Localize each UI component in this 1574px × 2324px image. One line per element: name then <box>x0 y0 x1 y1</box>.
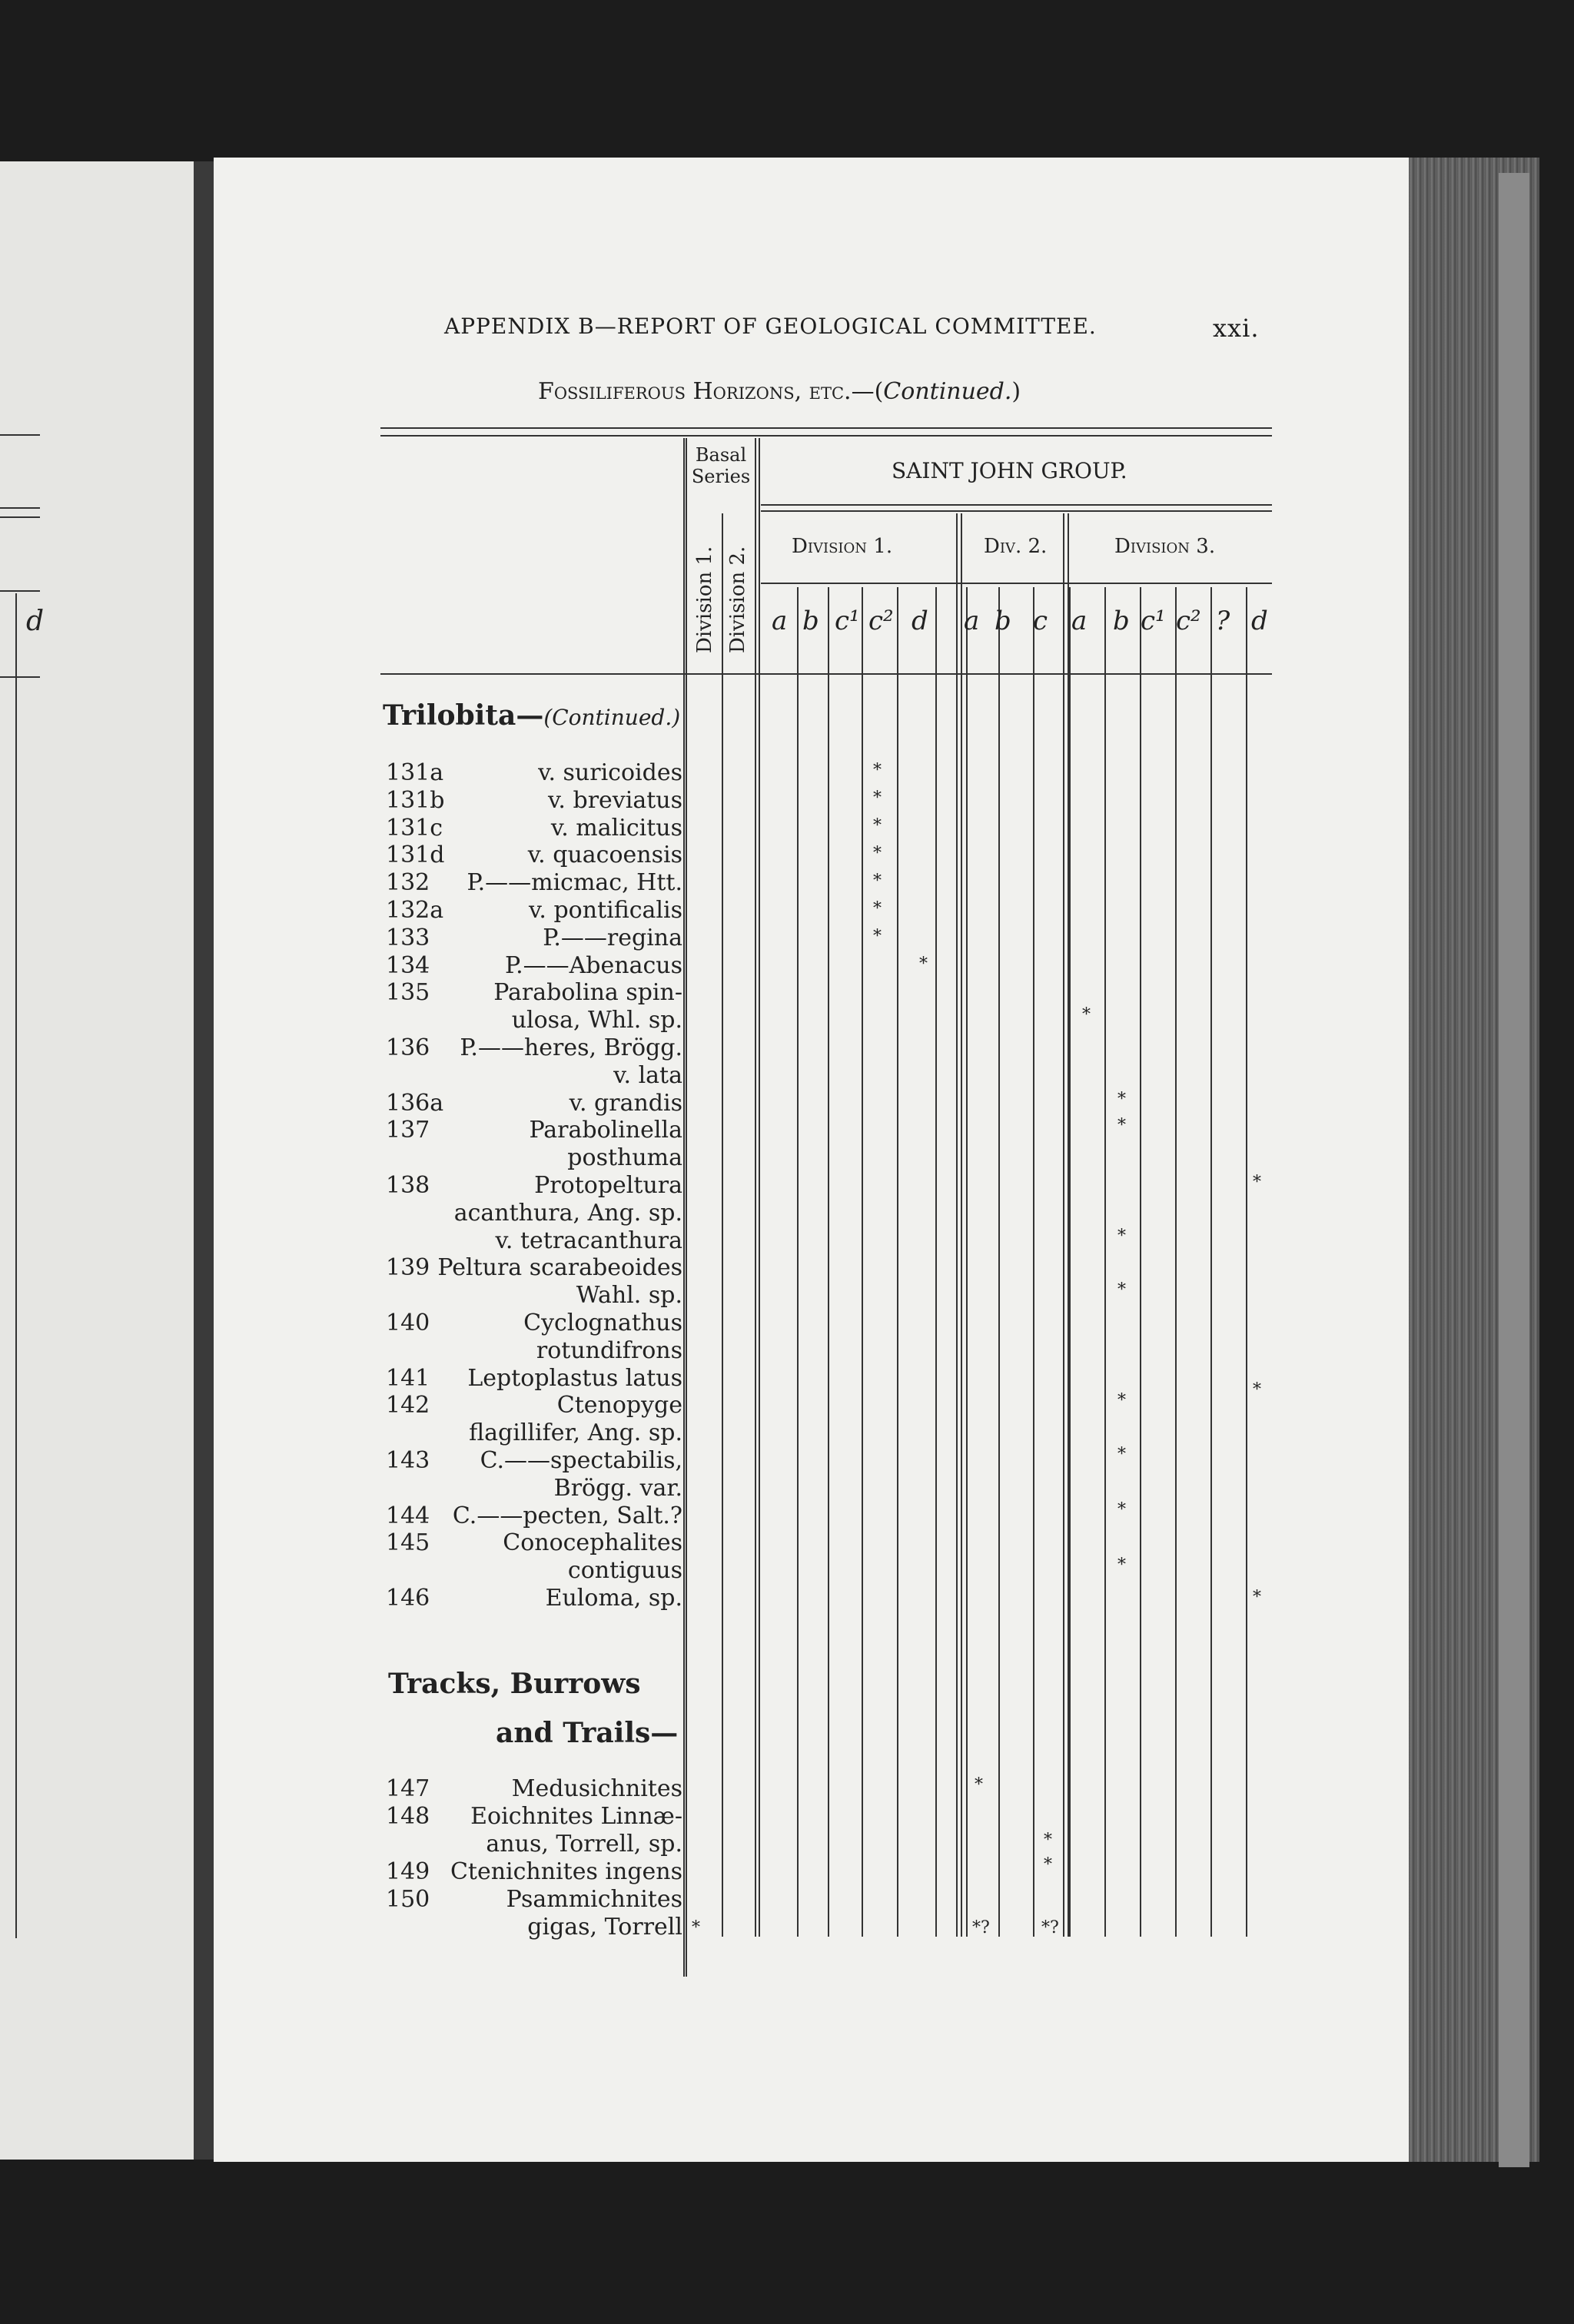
section-trilobita-title: Trilobita <box>383 699 516 732</box>
species-name: Ctenopyge <box>556 1392 682 1419</box>
species-name: Cyclognathus <box>523 1310 682 1336</box>
species-name: Ctenichnites ingens <box>450 1858 682 1885</box>
basal-division1-label: Division 1. <box>693 546 716 653</box>
occurrence-mark: * <box>873 816 882 835</box>
occurrence-mark: * <box>1253 1588 1261 1607</box>
row-number: 146 <box>386 1585 430 1612</box>
group-label: SAINT JOHN GROUP. <box>892 458 1127 483</box>
occurrence-mark: * <box>1117 1090 1126 1109</box>
occurrence-mark: * <box>1117 1227 1126 1246</box>
row-number: 132 <box>386 869 430 897</box>
occurrence-mark: * <box>919 954 928 974</box>
species-name: Parabolinella <box>529 1117 682 1144</box>
row-number: 135 <box>386 979 430 1007</box>
species-name: Peltura scarabeoides <box>437 1254 682 1282</box>
species-name: Euloma, sp. <box>545 1585 682 1612</box>
column-letter: b <box>1113 606 1130 636</box>
column-letter: c¹ <box>835 606 860 636</box>
row-number: 132a <box>386 897 444 924</box>
row-number: 148 <box>386 1803 430 1830</box>
row-number: 134 <box>386 951 430 979</box>
occurrence-mark: * <box>1044 1855 1052 1874</box>
species-name: Conocephalites <box>503 1529 682 1557</box>
occurrence-mark: * <box>1117 1500 1126 1519</box>
occurrence-mark: * <box>1253 1380 1261 1399</box>
section-tracks-line2: and Trails— <box>496 1717 679 1749</box>
row-number: 136a <box>386 1089 444 1117</box>
row-number: 137 <box>386 1117 430 1144</box>
species-name: Wahl. sp. <box>576 1282 682 1310</box>
section-trilobita-cont: (Continued.) <box>543 705 681 730</box>
subtitle-close: ) <box>1011 378 1021 405</box>
column-letter: a <box>964 606 980 636</box>
row-number: 133 <box>386 924 430 951</box>
subtitle-continued: Continued. <box>883 378 1012 405</box>
basal-division2-label: Division 2. <box>726 546 749 653</box>
species-name: v. suricoides <box>538 759 682 786</box>
row-number: 138 <box>386 1172 430 1199</box>
row-number: 147 <box>386 1775 430 1802</box>
row-number: 136 <box>386 1034 430 1061</box>
page-number: xxi. <box>1213 314 1260 343</box>
occurrence-mark: * <box>1082 1005 1091 1024</box>
species-name: Parabolina spin- <box>493 979 682 1007</box>
occurrence-mark: * <box>873 899 882 918</box>
species-name: Protopeltura <box>534 1172 682 1199</box>
species-name: P.——regina <box>543 924 682 951</box>
species-name: v. tetracanthura <box>495 1227 682 1254</box>
species-name: P.——Abenacus <box>505 951 682 979</box>
row-number: 131a <box>386 759 444 786</box>
species-name: v. breviatus <box>548 786 682 814</box>
row-number: 143 <box>386 1447 430 1474</box>
column-letter: c² <box>868 606 894 636</box>
occurrence-mark: * <box>873 761 882 780</box>
basal-series-label: Basal Series <box>691 444 751 487</box>
section-trilobita: Trilobita—(Continued.) <box>383 699 681 732</box>
species-name: v. pontificalis <box>529 897 682 924</box>
running-header: APPENDIX B—REPORT OF GEOLOGICAL COMMITTEE. <box>444 314 1097 339</box>
occurrence-mark: * <box>873 788 882 808</box>
species-name: gigas, Torrell <box>527 1914 682 1941</box>
row-number: 131b <box>386 786 445 814</box>
occurrence-mark: * <box>1117 1555 1126 1575</box>
species-name: v. lata <box>613 1061 682 1089</box>
column-letter: c¹ <box>1141 606 1166 636</box>
occurrence-mark: * <box>873 872 882 891</box>
occurrence-mark: * <box>873 927 882 946</box>
species-name: Psammichnites <box>506 1886 682 1913</box>
column-letter: b <box>802 606 819 636</box>
column-letter: d <box>1251 606 1268 636</box>
species-name: rotundifrons <box>536 1336 682 1364</box>
column-letter: a <box>1071 606 1088 636</box>
column-letter: c <box>1033 606 1048 636</box>
species-name: v. grandis <box>569 1089 682 1117</box>
species-name: flagillifer, Ang. sp. <box>469 1419 682 1447</box>
column-letter: c² <box>1176 606 1201 636</box>
species-name: acanthura, Ang. sp. <box>453 1199 682 1227</box>
occurrence-mark: *? <box>972 1918 990 1937</box>
occurrence-mark: * <box>1044 1831 1052 1850</box>
species-name: P.——micmac, Htt. <box>467 869 682 897</box>
row-number: 150 <box>386 1886 430 1913</box>
row-number: 144 <box>386 1502 430 1529</box>
row-number: 149 <box>386 1858 430 1885</box>
species-name: ulosa, Whl. sp. <box>511 1007 682 1034</box>
row-number: 142 <box>386 1392 430 1419</box>
occurrence-mark: * <box>1117 1116 1126 1135</box>
species-name: v. malicitus <box>550 814 682 842</box>
occurrence-mark: * <box>1117 1280 1126 1300</box>
division1-label: Division 1. <box>792 535 893 558</box>
column-letter: ? <box>1216 606 1230 636</box>
left-col-label: d <box>26 606 45 637</box>
species-name: v. quacoensis <box>527 842 682 869</box>
species-name: posthuma <box>567 1144 682 1172</box>
occurrence-mark: * <box>1117 1391 1126 1410</box>
division2-label: Div. 2. <box>984 535 1048 558</box>
species-name: Leptoplastus latus <box>467 1364 682 1392</box>
species-name: Eoichnites Linnæ- <box>470 1803 682 1830</box>
occurrence-mark: * <box>1253 1173 1261 1192</box>
row-number: 131d <box>386 842 445 869</box>
species-name: contiguus <box>567 1557 682 1585</box>
row-number: 145 <box>386 1529 430 1557</box>
species-name: C.——pecten, Salt.? <box>452 1502 682 1529</box>
occurrence-mark: * <box>873 844 882 863</box>
species-name: C.——spectabilis, <box>480 1447 682 1474</box>
column-letter: b <box>995 606 1011 636</box>
division3-label: Division 3. <box>1114 535 1216 558</box>
column-letter: d <box>912 606 928 636</box>
occurrence-mark: * <box>975 1775 983 1794</box>
occurrence-mark: * <box>1117 1445 1126 1464</box>
species-name: P.——heres, Brögg. <box>460 1034 682 1061</box>
row-number: 131c <box>386 814 443 842</box>
row-number: 139 <box>386 1254 430 1282</box>
section-tracks-line1: Tracks, Burrows <box>388 1668 641 1700</box>
species-name: Brögg. var. <box>553 1474 682 1502</box>
species-name: Medusichnites <box>511 1775 682 1802</box>
row-number: 141 <box>386 1364 430 1392</box>
occurrence-mark: *? <box>1041 1918 1059 1937</box>
column-letter: a <box>772 606 788 636</box>
subtitle-main: Fossiliferous Horizons, etc.—( <box>538 378 884 405</box>
occurrence-mark: * <box>692 1918 700 1937</box>
row-number: 140 <box>386 1310 430 1336</box>
species-name: anus, Torrell, sp. <box>486 1831 682 1858</box>
